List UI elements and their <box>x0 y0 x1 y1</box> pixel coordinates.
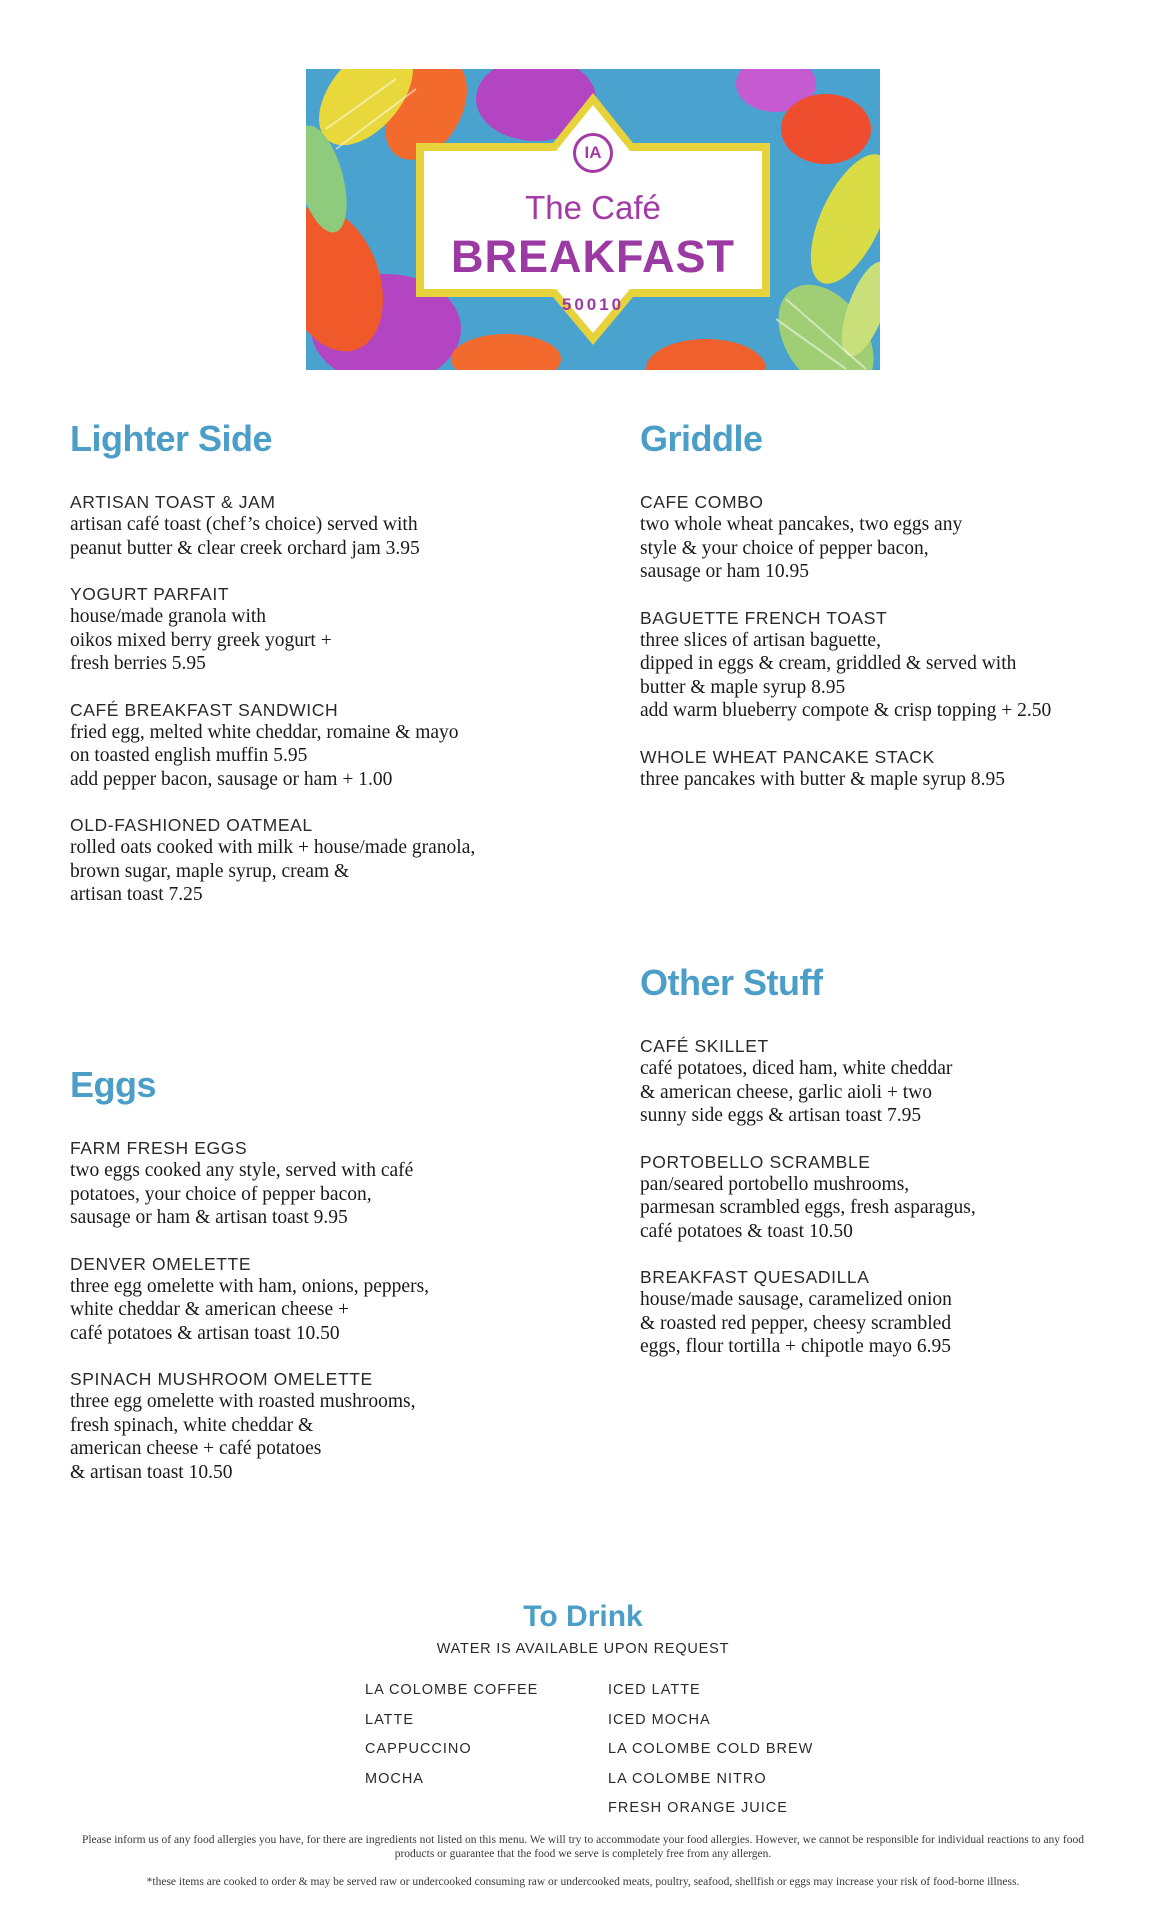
menu-item <box>70 1253 570 1346</box>
banner-plaque <box>416 91 770 347</box>
section-lighter-side <box>70 418 570 930</box>
menu-item <box>70 699 570 792</box>
item-name: PORTOBELLO SCRAMBLE <box>640 1151 871 1172</box>
item-description: fried egg, melted white cheddar, romaine & mayo on toasted english muffin 5.95 add pepper bacon, sausage or ham + 1.00 <box>70 721 459 790</box>
item-description: house/made sausage, caramelized onion & roasted red pepper, cheesy scrambled eggs, flour tortilla + chipotle mayo 6.95 <box>640 1289 952 1357</box>
section-title: Other Stuff <box>640 962 823 1003</box>
drink-item: CAPPUCCINO <box>365 1741 472 1757</box>
item-description: two whole wheat pancakes, two eggs any style & your choice of pepper bacon, sausage or ham 10.95 <box>640 514 963 582</box>
item-description: café potatoes, diced ham, white cheddar & american cheese, garlic aioli + two sunny side eggs & artisan toast 7.95 <box>640 1058 953 1126</box>
item-name: WHOLE WHEAT PANCAKE STACK <box>640 746 935 767</box>
item-name: CAFÉ BREAKFAST SANDWICH <box>70 699 339 720</box>
item-description: house/made granola with oikos mixed berry greek yogurt + fresh berries 5.95 <box>70 606 332 674</box>
section-other-stuff <box>640 962 1140 1382</box>
drink-item: LA COLOMBE COFFEE <box>365 1682 539 1698</box>
drinks-title: To Drink <box>523 1600 643 1633</box>
menu-item <box>70 1368 570 1484</box>
item-description: three egg omelette with roasted mushrooms, fresh spinach, white cheddar & american cheese + café potatoes & artisan toast 10.50 <box>70 1391 416 1483</box>
item-name: ARTISAN TOAST & JAM <box>70 492 276 512</box>
drink-item: LA COLOMBE NITRO <box>608 1770 767 1787</box>
menu-item <box>640 607 1140 723</box>
item-name: FARM FRESH EGGS <box>70 1138 248 1158</box>
menu-item <box>640 1035 1140 1128</box>
item-name: CAFE COMBO <box>640 492 764 512</box>
item-description: two eggs cooked any style, served with café potatoes, your choice of pepper bacon, sausage or ham & artisan toast 9.95 <box>70 1160 414 1228</box>
menu-item <box>640 491 1140 584</box>
raw-food-disclaimer: *these items are cooked to order & may be served raw or undercooked consuming raw or undercooked meats, poultry, seafood, shellfish or eggs may increase your risk of food-borne illness. <box>146 1876 1020 1888</box>
menu-item <box>640 1266 1140 1359</box>
item-description: pan/seared portobello mushrooms, parmesan scrambled eggs, fresh asparagus, café potatoes & toast 10.50 <box>640 1173 976 1242</box>
drink-item: ICED LATTE <box>608 1682 701 1698</box>
location-code: 50010 <box>561 295 625 314</box>
drinks-subtitle: WATER IS AVAILABLE UPON REQUEST <box>436 1641 730 1657</box>
item-name: DENVER OMELETTE <box>70 1253 252 1274</box>
menu-banner <box>306 69 880 370</box>
item-description: three pancakes with butter & maple syrup 8.95 <box>640 768 1005 790</box>
item-description: three slices of artisan baguette, dipped in eggs & cream, griddled & served with butter & maple syrup 8.95 add warm blueberry compote & crisp topping + 2.50 <box>640 629 1052 721</box>
item-description: three egg omelette with ham, onions, peppers, white cheddar & american cheese + café potatoes & artisan toast 10.50 <box>70 1275 430 1344</box>
menu-title: BREAKFAST <box>450 231 735 282</box>
drink-item: MOCHA <box>365 1770 424 1787</box>
menu-item <box>70 814 570 907</box>
cafe-name: The Café <box>525 189 661 226</box>
section-title: Lighter Side <box>70 418 273 459</box>
item-name: BREAKFAST QUESADILLA <box>640 1267 870 1287</box>
drink-item: LA COLOMBE COLD BREW <box>608 1741 814 1757</box>
item-name: CAFÉ SKILLET <box>640 1036 769 1056</box>
section-title: Griddle <box>640 418 763 459</box>
menu-item <box>70 491 570 560</box>
item-name: YOGURT PARFAIT <box>70 584 230 604</box>
drinks-column-cold <box>608 1682 813 1830</box>
drink-item: ICED MOCHA <box>608 1711 711 1728</box>
menu-item <box>70 1137 570 1230</box>
monogram-logo: IA <box>573 133 613 173</box>
item-description: artisan café toast (chef’s choice) served with peanut butter & clear creek orchard jam 3.95 <box>70 514 420 559</box>
item-name: SPINACH MUSHROOM OMELETTE <box>70 1369 373 1389</box>
menu-item <box>70 583 570 676</box>
drink-item: LATTE <box>365 1711 415 1728</box>
drinks-column-hot <box>365 1682 538 1800</box>
item-name: BAGUETTE FRENCH TOAST <box>640 607 888 628</box>
section-eggs <box>70 1064 570 1507</box>
section-title: Eggs <box>70 1064 157 1105</box>
item-description: rolled oats cooked with milk + house/made granola, brown sugar, maple syrup, cream & artisan toast 7.25 <box>70 837 476 905</box>
menu-item <box>640 746 1140 792</box>
item-name: OLD-FASHIONED OATMEAL <box>70 815 313 835</box>
allergy-disclaimer: Please inform us of any food allergies you have, for there are ingredients not listed on this menu. We will try to accommodate your food allergies. However, we cannot be responsible for individual reactions to any food products or guarantee that the food we serve is completely free from any allergen. <box>81 1834 1085 1860</box>
menu-item <box>640 1151 1140 1244</box>
drink-item: FRESH ORANGE JUICE <box>608 1800 788 1816</box>
section-griddle <box>640 418 1140 814</box>
